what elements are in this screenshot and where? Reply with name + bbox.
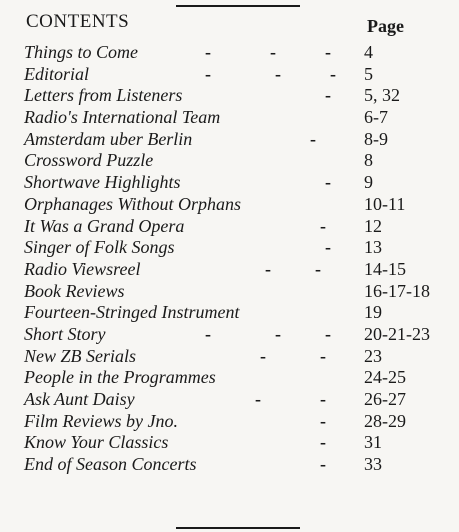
leader-dash: - — [275, 323, 281, 344]
leader-dash: - — [325, 42, 331, 62]
leader-dash: - — [325, 85, 331, 106]
contents-entry — [0, 216, 459, 238]
contents-entry — [0, 454, 459, 476]
leader-dash: - — [320, 215, 326, 236]
leader-dash: - — [265, 258, 271, 279]
leader-dash: - — [330, 63, 336, 84]
contents-entry — [0, 85, 459, 107]
entry-title: Editorial — [24, 63, 90, 84]
leader-dash: - — [205, 63, 211, 84]
entry-page: 9 — [364, 172, 373, 193]
contents-entry — [0, 432, 459, 454]
entry-title: Amsterdam uber Berlin — [24, 128, 193, 149]
entry-title: Ask Aunt Daisy — [24, 389, 135, 409]
entry-page: 8-9 — [364, 128, 388, 149]
entry-page: 19 — [364, 302, 382, 323]
contents-entry — [0, 411, 459, 433]
contents-entry — [0, 367, 459, 389]
entry-title: People in the Programmes — [24, 367, 216, 388]
entry-page: 5 — [364, 63, 373, 84]
leader-dash: - — [205, 323, 211, 344]
entry-title: Orphanages Without Orphans — [24, 193, 242, 214]
contents-entry — [0, 150, 459, 172]
entry-page: 13 — [364, 237, 382, 258]
entry-title: Film Reviews by Jno. — [24, 410, 178, 431]
leader-dash: - — [260, 345, 266, 366]
entry-title: Short Story — [24, 323, 106, 344]
entry-page: 12 — [364, 215, 382, 236]
entry-page: 5, 32 — [364, 85, 400, 106]
entry-title: Book Reviews — [24, 280, 125, 301]
entry-title: New ZB Serials — [24, 345, 137, 366]
contents-entry — [0, 346, 459, 368]
contents-entry — [0, 172, 459, 194]
contents-entry — [0, 64, 459, 86]
contents-entry — [0, 389, 459, 411]
bottom-rule — [176, 527, 300, 529]
entry-page: 14-15 — [364, 258, 406, 279]
contents-list — [0, 42, 459, 476]
entry-title: Know Your Classics — [24, 432, 169, 453]
leader-dash: - — [325, 172, 331, 193]
page-column-heading: Page — [367, 16, 404, 36]
entry-title: Letters from Listeners — [24, 85, 183, 106]
leader-dash: - — [275, 63, 281, 84]
contents-entry — [0, 259, 459, 281]
contents-entry — [0, 281, 459, 303]
entry-page: 4 — [364, 42, 373, 62]
entry-title: Things to Come — [24, 42, 139, 62]
entry-title: Fourteen-Stringed Instrument — [24, 302, 240, 323]
leader-dash: - — [325, 323, 331, 344]
contents-entry — [0, 107, 459, 129]
leader-dash: - — [270, 42, 276, 62]
entry-page: 24-25 — [364, 367, 406, 388]
contents-entry — [0, 302, 459, 324]
entry-page: 28-29 — [364, 410, 406, 431]
entry-page: 26-27 — [364, 389, 406, 409]
leader-dash: - — [320, 454, 326, 475]
top-rule — [176, 5, 300, 7]
entry-page: 8 — [364, 150, 373, 171]
leader-dash: - — [255, 389, 261, 409]
leader-dash: - — [315, 258, 321, 279]
entry-title: Crossword Puzzle — [24, 150, 154, 171]
entry-page: 16-17-18 — [364, 280, 430, 301]
leader-dash: - — [320, 410, 326, 431]
entry-page: 23 — [364, 345, 382, 366]
leader-dash: - — [320, 432, 326, 453]
entry-page: 20-21-23 — [364, 323, 430, 344]
entry-page: 33 — [364, 454, 382, 475]
leader-dash: - — [320, 345, 326, 366]
leader-dash: - — [325, 237, 331, 258]
leader-dash: - — [310, 128, 316, 149]
contents-entry — [0, 129, 459, 151]
entry-title: End of Season Concerts — [24, 454, 197, 475]
contents-entry — [0, 42, 459, 64]
entry-title: Shortwave Highlights — [24, 172, 181, 193]
entry-title: Radio's International Team — [24, 107, 221, 128]
leader-dash: - — [205, 42, 211, 62]
entry-title: Radio Viewsreel — [24, 258, 141, 279]
contents-entry — [0, 194, 459, 216]
entry-page: 10-11 — [364, 193, 406, 214]
contents-entry — [0, 324, 459, 346]
contents-heading: CONTENTS — [26, 11, 130, 32]
entry-page: 6-7 — [364, 107, 388, 128]
contents-entry — [0, 237, 459, 259]
entry-page: 31 — [364, 432, 382, 453]
leader-dash: - — [320, 389, 326, 409]
entry-title: It Was a Grand Opera — [24, 215, 185, 236]
entry-title: Singer of Folk Songs — [24, 237, 175, 258]
